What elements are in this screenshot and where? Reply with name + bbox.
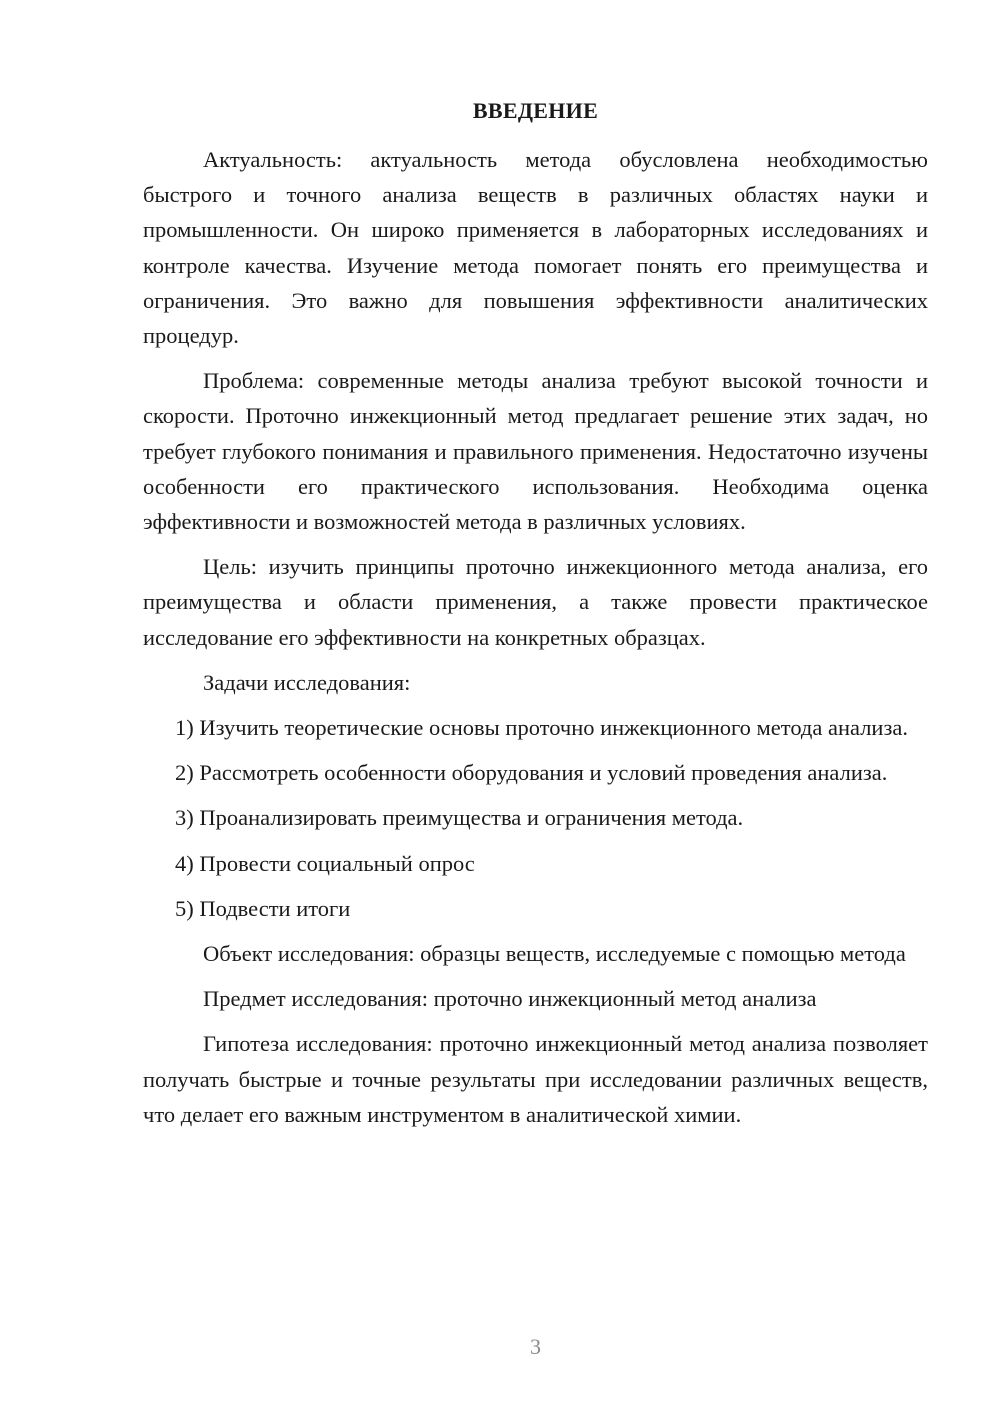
task-item-1: 1) Изучить теоретические основы проточно инжекционного метода анализа. (175, 715, 908, 741)
task-item-4: 4) Провести социальный опрос (175, 850, 475, 876)
paragraph-relevance: Актуальность: актуальность метода обусловлена необходимостью быстрого и точного анализа веществ в различных областях науки и промышленности. Он широко применяется в лабораторных исследованиях и контроле качества. Изучение метода помогает понять его преимущества и ограничения. Это важно для повышения эффективности аналитических процедур. (143, 147, 928, 349)
task-item-2: 2) Рассмотреть особенности оборудования и условий проведения анализа. (175, 760, 888, 786)
paragraph-hypothesis: Гипотеза исследования: проточно инжекционный метод анализа позволяет получать быстрые и точные результаты при исследовании различных веществ, что делает его важным инструментом в аналитической химии. (143, 1031, 928, 1127)
document-body (143, 142, 928, 1142)
page-number: 3 (530, 1334, 541, 1359)
paragraph-problem: Проблема: современные методы анализа требуют высокой точности и скорости. Проточно инжекционный метод предлагает решение этих задач, но требует глубокого понимания и правильного применения. Недостаточно изучены особенности его практического использования. Необходима оценка эффективности и возможностей метода в различных условиях. (143, 368, 928, 535)
document-page (143, 0, 928, 1414)
paragraph-tasks-heading: Задачи исследования: (203, 669, 411, 695)
page-title: ВВЕДЕНИЕ (472, 98, 599, 123)
paragraph-goal: Цель: изучить принципы проточно инжекционного метода анализа, его преимущества и области применения, а также провести практическое исследование его эффективности на конкретных образцах. (143, 554, 928, 650)
paragraph-subject: Предмет исследования: проточно инжекционный метод анализа (203, 986, 817, 1012)
task-item-5: 5) Подвести итоги (175, 895, 351, 921)
paragraph-object: Объект исследования: образцы веществ, исследуемые с помощью метода (203, 941, 906, 967)
task-item-3: 3) Проанализировать преимущества и ограничения метода. (175, 805, 744, 831)
